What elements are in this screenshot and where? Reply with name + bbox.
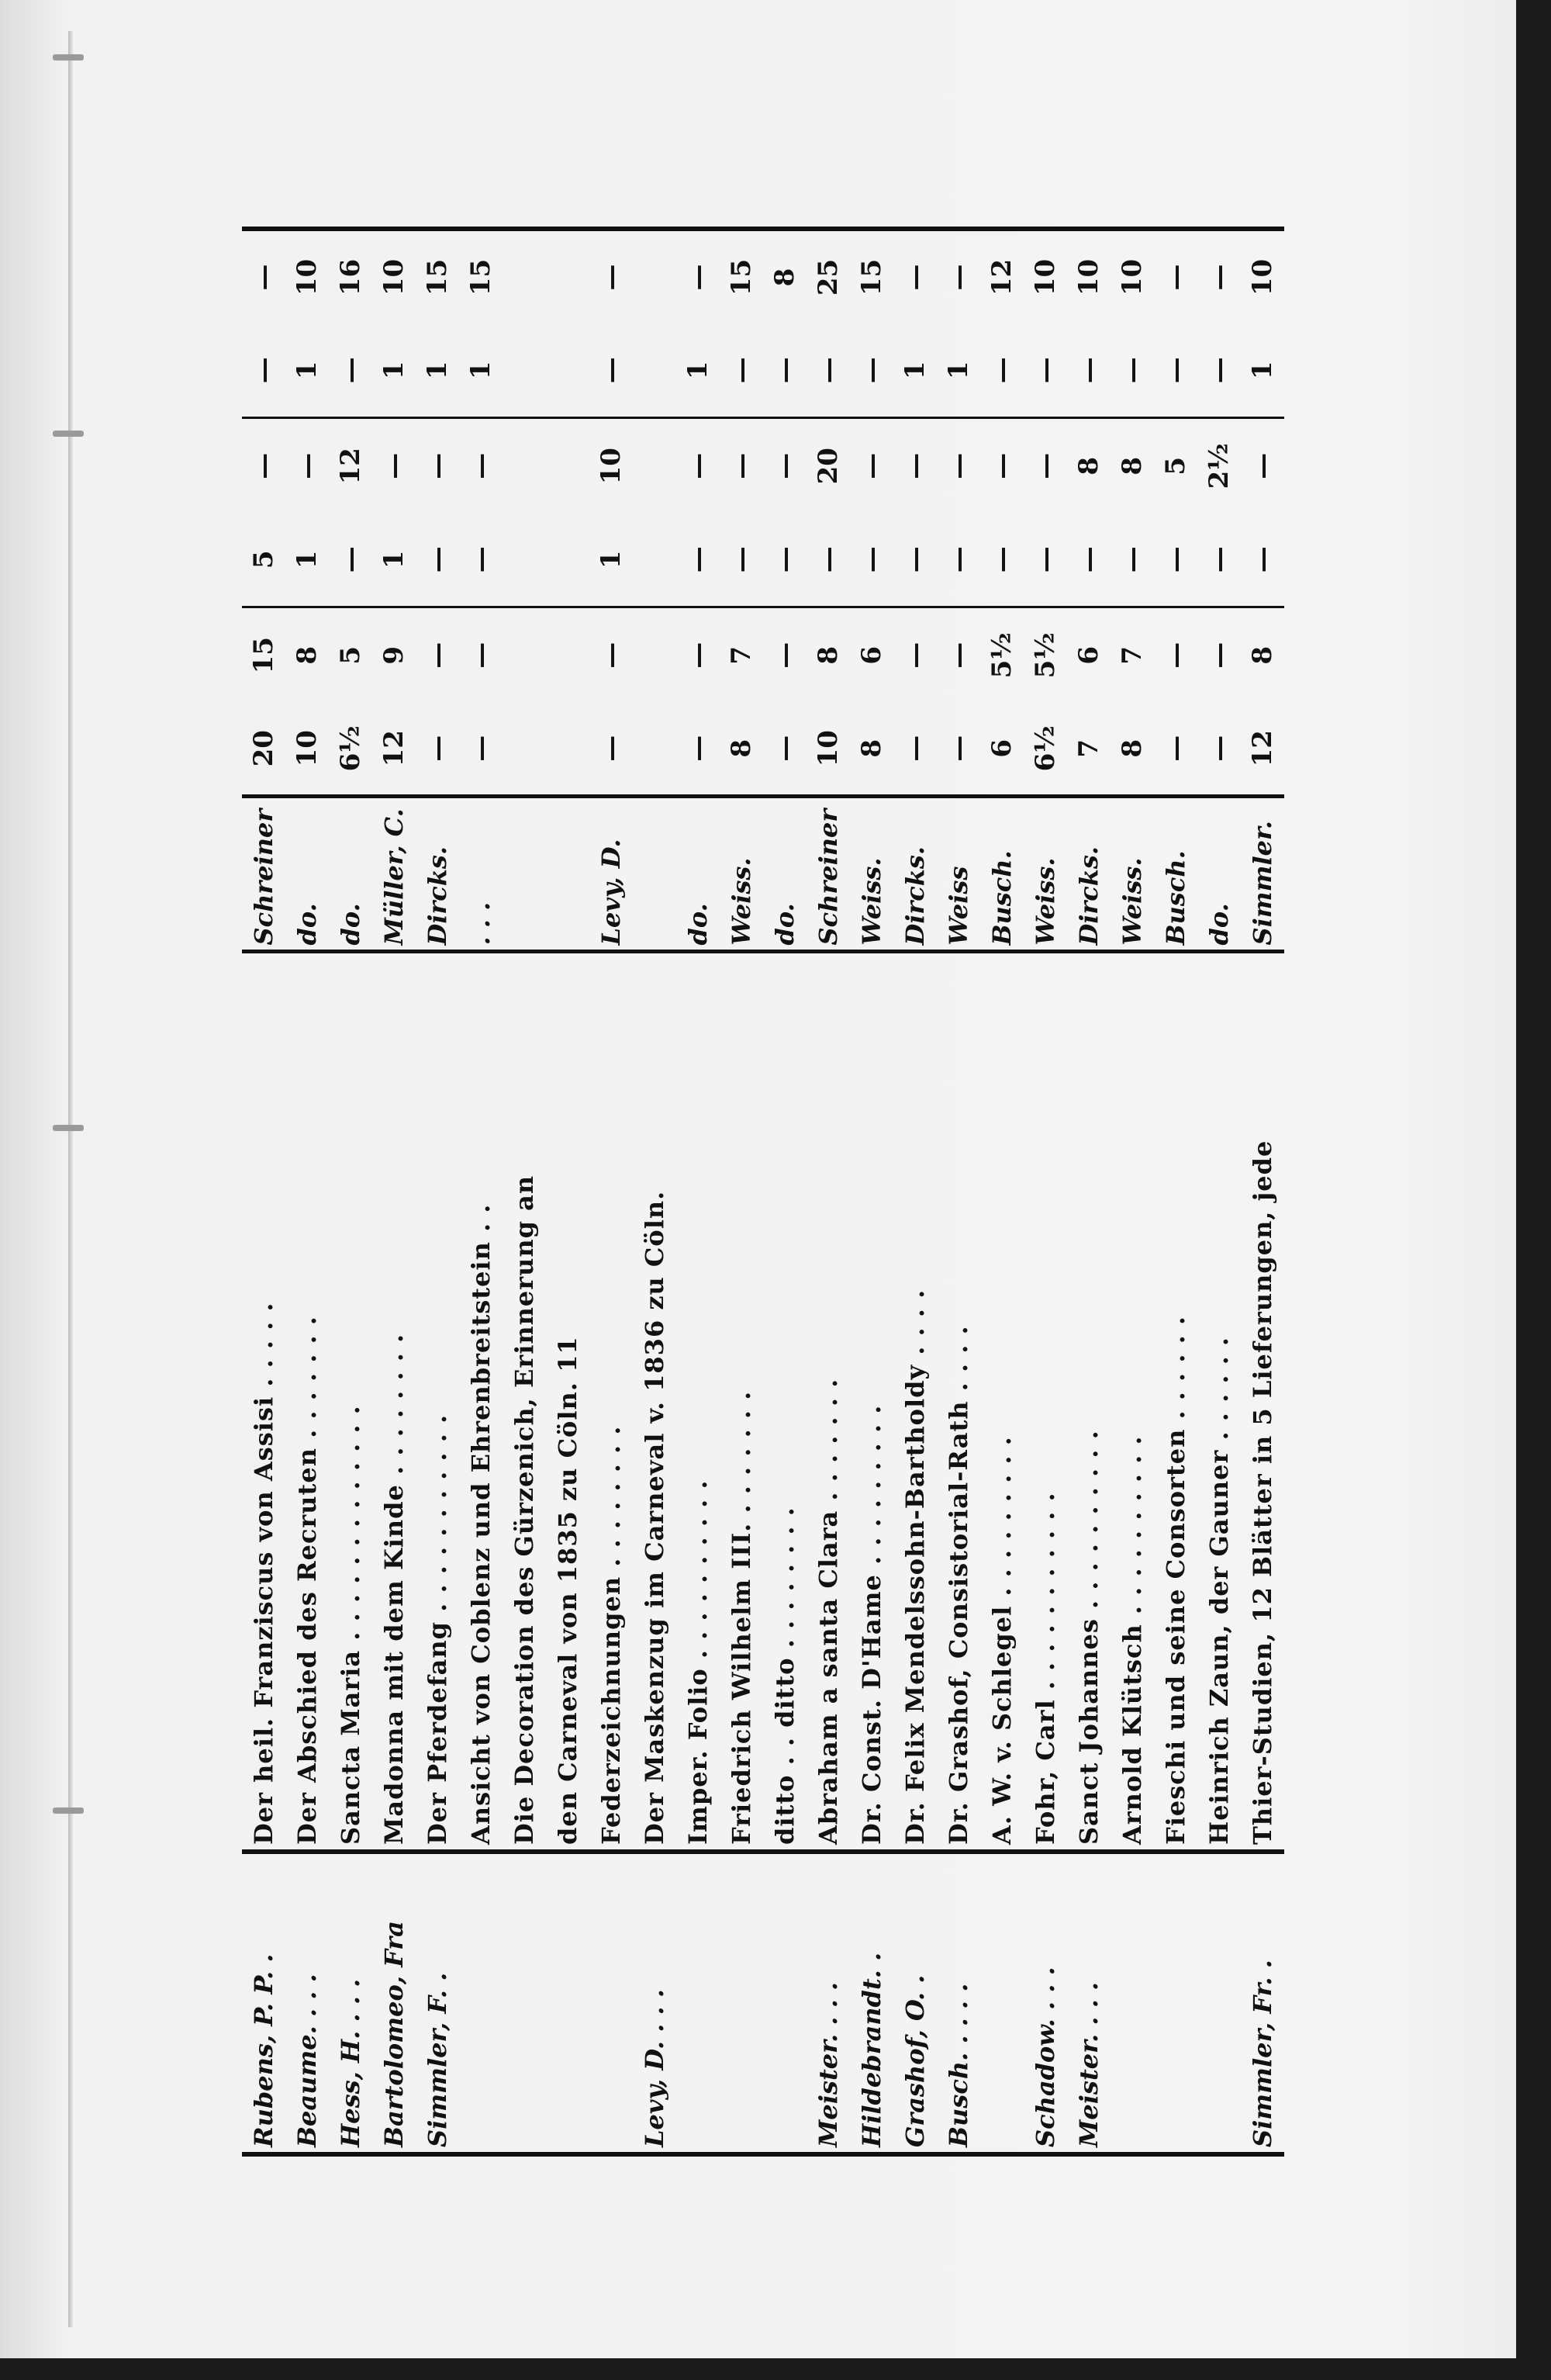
value-cell: — [812,357,844,384]
table-row [1067,229,1111,2154]
value-cell: — [595,735,627,762]
title-cell: Der Pferdefang . . . . . . . . . . . [416,952,459,1852]
title-cell: Dr. Grashof, Consistorial-Rath . . . . [937,952,980,1852]
value-cell: — [682,546,713,573]
value-cell: 6 [1067,607,1111,702]
value-cell: 10 [812,730,844,767]
value-cell: 12 [1246,730,1278,767]
table-row [807,229,850,2154]
value-cell: — [942,735,974,762]
price-table [242,227,1284,2157]
value-cell: 10 [589,418,633,513]
value-cell: — [980,418,1024,513]
value-cell: — [986,546,1017,573]
title-cell: Fohr, Carl . . . . . . . . . . . [1024,952,1067,1852]
value-cell: — [682,735,713,762]
value-cell: — [763,418,807,513]
value-cell: — [247,357,279,384]
table-row [416,229,459,2154]
value-cell: — [812,546,844,573]
title-cell: den Carneval von 1835 zu Cöln. 11 [546,952,589,1852]
table-row [329,229,372,2154]
value-cell: — [725,546,757,573]
value-cell: — [1159,546,1191,573]
value-cell [633,513,676,607]
value-cell: — [285,418,329,513]
artist-cell: Meister. . . . [807,1852,850,2154]
value-cell: — [937,418,980,513]
artist-cell [763,1852,807,2154]
value-cell: — [986,357,1017,384]
value-cell: 6 [986,739,1017,758]
value-cell: 8 [1111,418,1154,513]
value-cell: — [899,264,931,291]
value-cell: 20 [807,418,850,513]
value-cell: — [334,546,366,573]
value-cell: — [1116,357,1148,384]
value-cell [546,418,589,513]
title-cell: Heinrich Zaun, der Gauner . . . . . . [1197,952,1241,1852]
value-cell: 5 [1154,418,1197,513]
value-cell: 6½ [1029,725,1061,772]
value-cell: 5 [329,607,372,702]
value-cell: — [725,357,757,384]
title-cell: Sanct Johannes . . . . . . . . . . [1067,952,1111,1852]
value-cell: 10 [291,730,323,767]
table-row [1197,229,1241,2154]
value-cell [503,229,546,323]
table-row [1111,229,1154,2154]
title-cell: Friedrich Wilhelm III. . . . . . . . [720,952,763,1852]
value-cell: 8 [725,739,757,758]
artist-cell [459,1852,503,2154]
value-cell: — [421,735,453,762]
publisher-cell: . . . [459,797,503,952]
value-cell: — [459,418,503,513]
publisher-cell: Dircks. [893,797,937,952]
title-cell: Abraham a santa Clara . . . . . . . [807,952,850,1852]
value-cell [633,607,676,702]
title-cell: A. W. v. Schlegel . . . . . . . . . [980,952,1024,1852]
value-cell: 1 [291,550,323,569]
title-cell: Ansicht von Coblenz und Ehrenbreitstein . . [459,952,503,1852]
title-cell: Der Maskenzug im Carneval v. 1836 zu Cöln. [633,952,676,1852]
publisher-cell: Dircks. [1067,797,1111,952]
value-cell: — [589,607,633,702]
value-cell: — [676,607,720,702]
artist-cell: Grashof, O. . [893,1852,937,2154]
value-cell: 25 [812,258,844,296]
value-cell: 12 [378,730,409,767]
value-cell: — [899,735,931,762]
value-cell: — [595,357,627,384]
value-cell: — [1203,546,1235,573]
value-cell: — [769,735,800,762]
value-cell: — [247,264,279,291]
title-cell: Der heil. Franziscus von Assisi . . . . . [242,952,285,1852]
value-cell: — [595,264,627,291]
table-row [937,229,980,2154]
artist-cell [589,1852,633,2154]
value-cell: — [416,607,459,702]
table-row [980,229,1024,2154]
publisher-cell: do. [329,797,372,952]
value-cell: — [1241,418,1284,513]
value-cell: 8 [807,607,850,702]
title-cell: Fieschi und seine Consorten . . . . . . [1154,952,1197,1852]
value-cell: 8 [1241,607,1284,702]
binding-stitch [53,54,84,61]
value-cell: — [893,418,937,513]
value-cell: — [1029,546,1061,573]
value-cell [546,513,589,607]
artist-cell: Meister. . . . [1067,1852,1111,2154]
artist-cell: Simmler, F. . [416,1852,459,2154]
value-cell: — [855,357,887,384]
table-row [589,229,633,2154]
value-cell: 15 [421,258,453,296]
value-cell: 7 [720,607,763,702]
value-cell: — [676,418,720,513]
publisher-cell: Simmler. [1241,797,1284,952]
artist-cell [503,1852,546,2154]
value-cell [503,513,546,607]
value-cell: 15 [242,607,285,702]
title-cell: Federzeichnungen . . . . . . . . [589,952,633,1852]
artist-cell: Hildebrandt. . [850,1852,893,2154]
value-cell: 10 [1073,258,1104,296]
value-cell: — [1159,735,1191,762]
artist-cell [676,1852,720,2154]
artist-cell: Busch. . . . . [937,1852,980,2154]
artist-cell [1111,1852,1154,2154]
binding-stitch [53,1807,84,1814]
title-cell: Imper. Folio . . . . . . . . . . [676,952,720,1852]
artist-cell: Levy, D. . . . [633,1852,676,2154]
page-binding [68,31,73,2327]
value-cell: — [1159,264,1191,291]
table-row [503,229,546,2154]
value-cell [633,229,676,323]
value-cell: — [1029,357,1061,384]
table-row [720,229,763,2154]
title-cell: Die Decoration des Gürzenich, Erinnerung an [503,952,546,1852]
value-cell: — [416,418,459,513]
value-cell: 1 [942,361,974,380]
value-cell: 15 [855,258,887,296]
rotated-content [242,233,1351,2157]
value-cell: — [942,264,974,291]
table-row [893,229,937,2154]
value-cell: 6½ [334,725,366,772]
binding-stitch [53,1125,84,1131]
publisher-cell: Busch. [1154,797,1197,952]
value-cell [633,702,676,797]
value-cell [633,418,676,513]
value-cell [503,418,546,513]
value-cell: — [1154,607,1197,702]
value-cell: 5½ [1024,607,1067,702]
artist-cell [1197,1852,1241,2154]
publisher-cell: Busch. [980,797,1024,952]
artist-cell: Simmler, Fr. . [1241,1852,1284,2154]
publisher-cell: Levy, D. [589,797,633,952]
publisher-cell [503,797,546,952]
value-cell [546,323,589,418]
value-cell: 20 [247,730,279,767]
binding-stitch [53,431,84,437]
title-cell: Dr. Felix Mendelssohn-Bartholdy . . . . [893,952,937,1852]
value-cell: 1 [421,361,453,380]
table-row [242,229,285,2154]
publisher-cell: do. [676,797,720,952]
value-cell: — [465,735,496,762]
title-cell: Dr. Const. D'Hame . . . . . . . . . [850,952,893,1852]
publisher-cell: Schreiner [242,797,285,952]
publisher-cell [633,797,676,952]
table-row [1241,229,1284,2154]
value-cell [546,607,589,702]
value-cell: 10 [291,258,323,296]
table-row [633,229,676,2154]
title-cell: Der Abschied des Recruten . . . . . . . [285,952,329,1852]
value-cell: 16 [334,258,366,296]
publisher-cell: Weiss [937,797,980,952]
publisher-cell: Müller, C. [372,797,416,952]
value-cell: — [937,607,980,702]
table-row [1154,229,1197,2154]
title-cell: Arnold Klütsch . . . . . . . . . . [1111,952,1154,1852]
value-cell: — [242,418,285,513]
value-cell: — [1073,546,1104,573]
publisher-cell: Weiss. [1111,797,1154,952]
value-cell: 8 [1067,418,1111,513]
table-row [285,229,329,2154]
table-row [546,229,589,2154]
value-cell: — [682,264,713,291]
publisher-cell: Dircks. [416,797,459,952]
table-row [372,229,416,2154]
value-cell: — [465,546,496,573]
table-row [676,229,720,2154]
publisher-cell: do. [285,797,329,952]
value-cell: 8 [769,268,800,287]
artist-cell [980,1852,1024,2154]
value-cell: 5 [247,550,279,569]
artist-cell: Rubens, P. P. . [242,1852,285,2154]
value-cell: — [1246,546,1278,573]
value-cell: — [942,546,974,573]
value-cell: — [372,418,416,513]
value-cell: 10 [1029,258,1061,296]
value-cell: — [899,546,931,573]
value-cell: — [334,357,366,384]
value-cell [503,702,546,797]
value-cell: — [1203,735,1235,762]
value-cell: — [769,357,800,384]
value-cell: 1 [291,361,323,380]
value-cell: 7 [1111,607,1154,702]
title-cell: ditto . . ditto . . . . . . . . [763,952,807,1852]
artist-cell: Bartolomeo, Fra [372,1852,416,2154]
publisher-cell: do. [763,797,807,952]
value-cell: — [893,607,937,702]
value-cell: 5½ [980,607,1024,702]
value-cell: — [1203,264,1235,291]
value-cell: 7 [1073,739,1104,758]
table-row [1024,229,1067,2154]
value-cell: 2½ [1197,418,1241,513]
table-row [459,229,503,2154]
value-cell: — [1024,418,1067,513]
value-cell: — [1116,546,1148,573]
value-cell: 10 [1116,258,1148,296]
table-row [850,229,893,2154]
artist-cell [720,1852,763,2154]
artist-cell [546,1852,589,2154]
value-cell: 9 [372,607,416,702]
value-cell: 1 [378,550,409,569]
value-cell: — [1073,357,1104,384]
value-cell: 8 [855,739,887,758]
value-cell: — [1159,357,1191,384]
value-cell: — [1197,607,1241,702]
value-cell: — [850,418,893,513]
value-cell: 6 [850,607,893,702]
value-cell: 15 [465,258,496,296]
value-cell: — [421,546,453,573]
publisher-cell: Weiss. [850,797,893,952]
value-cell: 1 [595,550,627,569]
artist-cell: Schadow. . . . [1024,1852,1067,2154]
value-cell [503,323,546,418]
value-cell: 12 [329,418,372,513]
value-cell: — [769,546,800,573]
value-cell [503,607,546,702]
value-cell: — [763,607,807,702]
publisher-cell: Schreiner [807,797,850,952]
table-body [242,229,1284,2154]
artist-cell: Hess, H. . . . [329,1852,372,2154]
value-cell: 1 [899,361,931,380]
value-cell: — [459,607,503,702]
value-cell: 1 [682,361,713,380]
value-cell: 15 [725,258,757,296]
title-cell: Thier-Studien, 12 Blätter in 5 Lieferungen, jede [1241,952,1284,1852]
value-cell: 10 [378,258,409,296]
value-cell: 12 [986,258,1017,296]
table-row [763,229,807,2154]
value-cell: 1 [465,361,496,380]
value-cell: 8 [1116,739,1148,758]
value-cell [633,323,676,418]
title-cell: Sancta Maria . . . . . . . . . . . . . [329,952,372,1852]
value-cell: 1 [1246,361,1278,380]
value-cell: — [855,546,887,573]
value-cell [546,702,589,797]
publisher-cell: Weiss. [720,797,763,952]
value-cell [546,229,589,323]
artist-cell [1154,1852,1197,2154]
value-cell: 8 [285,607,329,702]
value-cell: 1 [378,361,409,380]
value-cell: 10 [1246,258,1278,296]
title-cell: Madonna mit dem Kinde . . . . . . . . [372,952,416,1852]
publisher-cell: do. [1197,797,1241,952]
value-cell: — [720,418,763,513]
publisher-cell: Weiss. [1024,797,1067,952]
value-cell: — [1203,357,1235,384]
publisher-cell [546,797,589,952]
artist-cell: Beaume. . . . [285,1852,329,2154]
